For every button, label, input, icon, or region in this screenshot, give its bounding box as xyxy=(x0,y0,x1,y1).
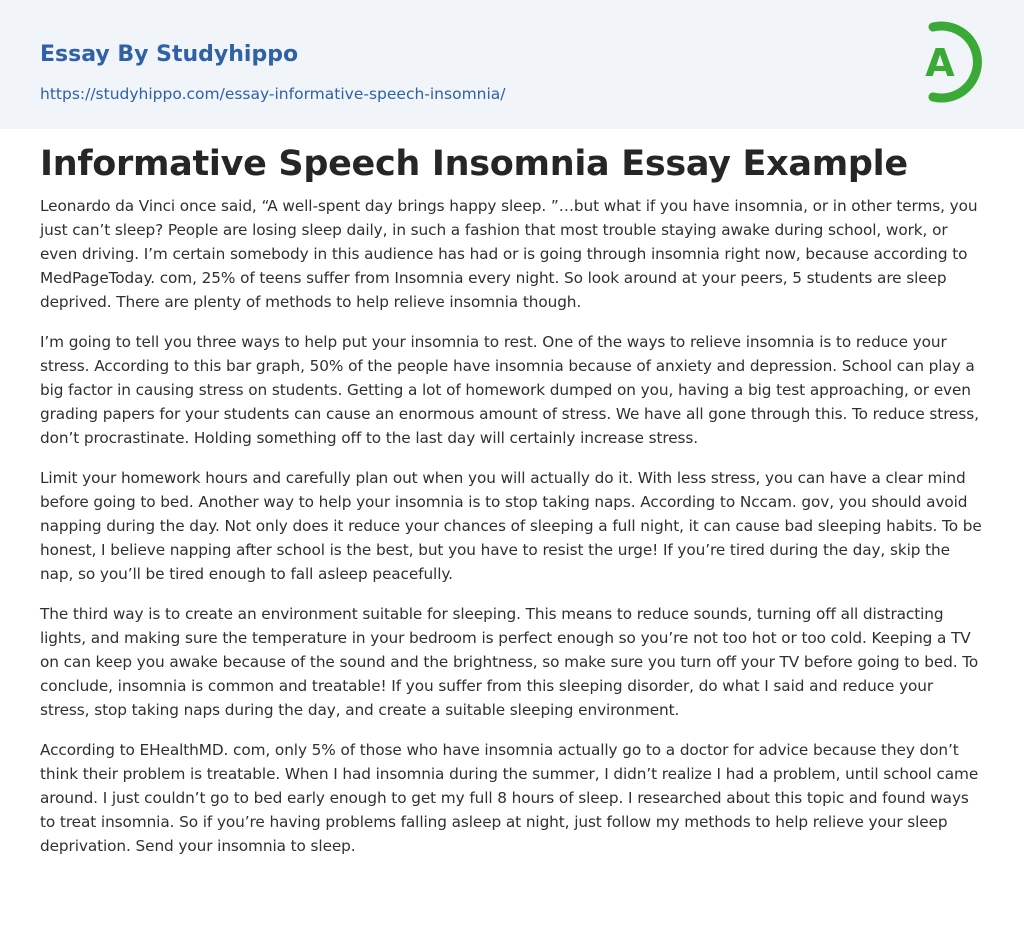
essay-paragraph: Leonardo da Vinci once said, “A well-spent day brings happy sleep. ”…but what if you have insomnia, or in other terms, you just can’t sleep? People are losing sleep daily, in such a fashion that most trouble staying awake during school, work, or even driving. I’m certain somebody in this audience has had or is going through insomnia right now, because according to MedPageToday. com, 25% of teens suffer from Insomnia every night. So look around at your peers, 5 students are sleep deprived. There are plenty of methods to help relieve insomnia though. xyxy=(40,197,978,311)
essay-paragraph: Limit your homework hours and carefully plan out when you will actually do it. With less stress, you can have a clear mind before going to bed. Another way to help your insomnia is to stop taking naps. According to Nccam. gov, you should avoid napping during the day. Not only does it reduce your chances of sleeping a full night, it can cause bad sleeping habits. To be honest, I believe napping after school is the best, but you have to resist the urge! If you’re tired during the day, skip the nap, so you’ll be tired enough to fall asleep peacefully. xyxy=(40,469,982,583)
studyhippo-logo-icon[interactable] xyxy=(912,19,986,105)
essay-paragraph: I’m going to tell you three ways to help put your insomnia to rest. One of the ways to relieve insomnia is to reduce your stress. According to this bar graph, 50% of the people have insomnia because of anxiety and depression. School can play a big factor in causing stress on students. Getting a lot of homework dumped on you, having a big test approaching, or even grading papers for your students can cause an enormous amount of stress. We have all gone through this. To reduce stress, don’t procrastinate. Holding something off to the last day will certainly increase stress. xyxy=(40,333,979,447)
essay-paragraph: According to EHealthMD. com, only 5% of those who have insomnia actually go to a doctor for advice because they don’t think their problem is treatable. When I had insomnia during the summer, I didn’t realize I had a problem, until school came around. I just couldn’t go to bed early enough to get my full 8 hours of sleep. I researched about this topic and found ways to treat insomnia. So if you’re having problems falling asleep at night, just follow my methods to help relieve your sleep deprivation. Send your insomnia to sleep. xyxy=(40,741,979,855)
page-url-link[interactable]: https://studyhippo.com/essay-informative-speech-insomnia/ xyxy=(40,85,506,103)
logo-letter: A xyxy=(925,41,955,85)
page-title: Informative Speech Insomnia Essay Example xyxy=(40,144,908,184)
site-header xyxy=(0,0,1024,129)
essay-paragraph: The third way is to create an environment suitable for sleeping. This means to reduce sounds, turning off all distracting lights, and making sure the temperature in your bedroom is perfect enough so you’re not too hot or too cold. Keeping a TV on can keep you awake because of the sound and the brightness, so make sure you turn off your TV before going to bed. To conclude, insomnia is common and treatable! If you suffer from this sleeping disorder, do what I said and reduce your stress, stop taking naps during the day, and create a suitable sleeping environment. xyxy=(40,605,979,719)
site-brand[interactable]: Essay By Studyhippo xyxy=(40,42,299,67)
essay-body xyxy=(40,194,986,874)
